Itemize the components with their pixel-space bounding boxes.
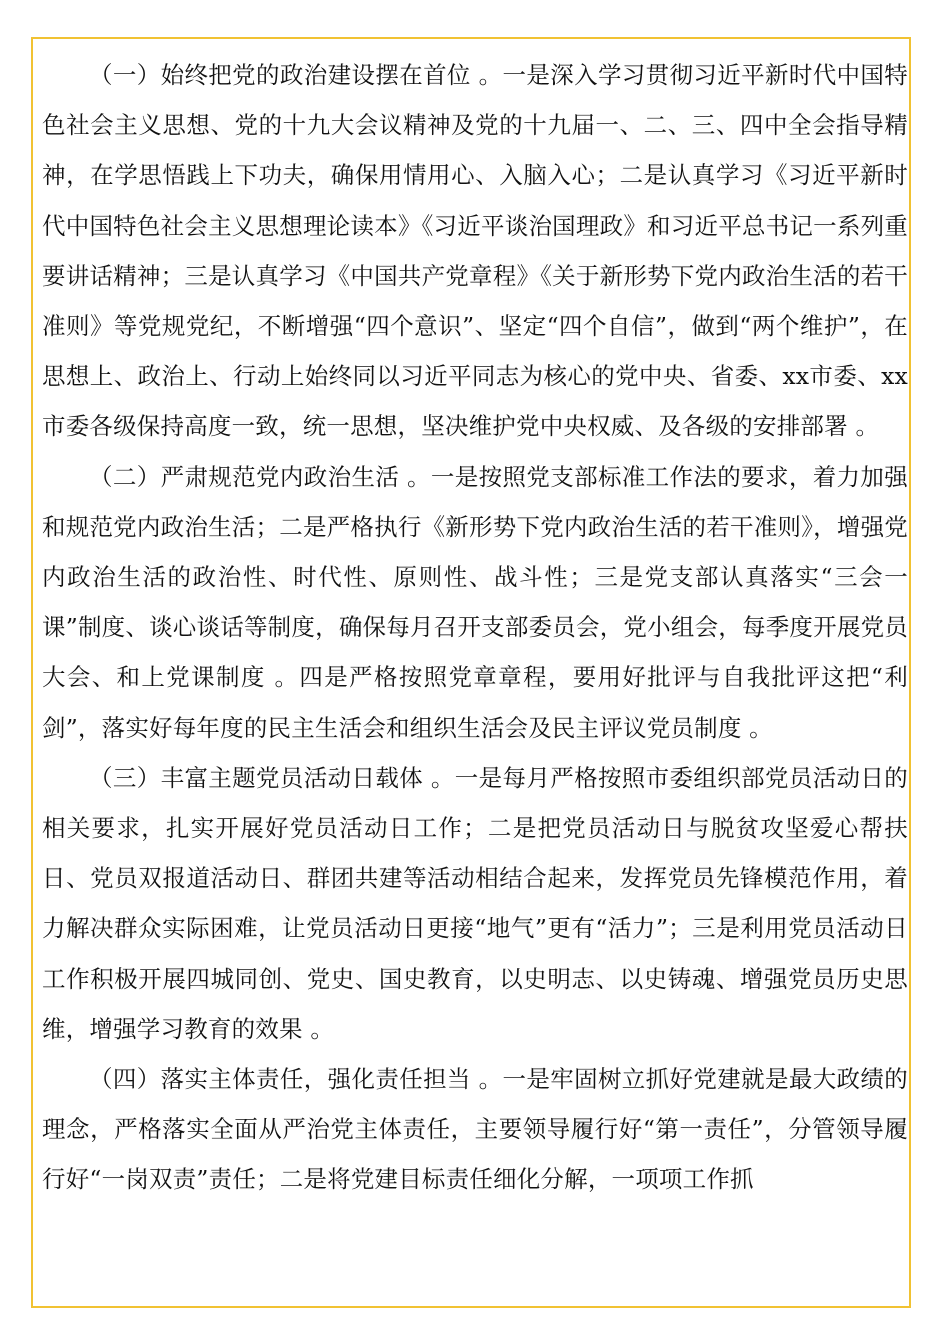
paragraph-3: （三）丰富主题党员活动日载体 。一是每月严格按照市委组织部党员活动日的相关要求，扎实开展好党员活动日工作；二是把党员活动日与脱贫攻坚爱心帮扶日、党员双报道活动日、群团共建等活动相结合起来，发挥党员先锋模范作用，着力解决群众实际困难，让党员活动日更接“地气”更有“活力”；三是利用党员活动日工作积极开展四城同创、党史、国史教育，以史明志、以史铸魂、增强党员历史思维，增强学习教育的效果 。 — [42, 763, 908, 1043]
paragraph-4: （四）落实主体责任，强化责任担当 。一是牢固树立抓好党建就是最大政绩的理念，严格落实全面从严治党主体责任，主要领导履行好“第一责任”，分管领导履行好“一岗双责”责任；二是将党建目标责任细化分解，一项项工作抓 — [42, 1065, 908, 1194]
document-body — [42, 50, 908, 1205]
paragraph-1: （一）始终把党的政治建设摆在首位 。一是深入学习贯彻习近平新时代中国特色社会主义思想、党的十九大会议精神及党的十九届一、二、三、四中全会指导精神，在学思悟践上下功夫，确保用情用心、入脑入心；二是认真学习《习近平新时代中国特色社会主义思想理论读本》《习近平谈治国理政》和习近平总书记一系列重要讲话精神；三是认真学习《中国共产党章程》《关于新形势下党内政治生活的若干准则》等党规党纪，不断增强“四个意识”、坚定“四个自信”，做到“两个维护”，在思想上、政治上、行动上始终同以习近平同志为核心的党中央、省委、xx市委、xx市委各级保持高度一致，统一思想，坚决维护党中央权威、及各级的安排部署 。 — [42, 61, 908, 441]
paragraph-2: （二）严肃规范党内政治生活 。一是按照党支部标准工作法的要求，着力加强和规范党内政治生活；二是严格执行《新形势下党内政治生活的若干准则》，增强党内政治生活的政治性、时代性、原则性、战斗性；三是党支部认真落实“三会一课”制度、谈心谈话等制度，确保每月召开支部委员会，党小组会，每季度开展党员大会、和上党课制度 。四是严格按照党章章程，要用好批评与自我批评这把“利剑”，落实好每年度的民主生活会和组织生活会及民主评议党员制度 。 — [42, 462, 908, 742]
